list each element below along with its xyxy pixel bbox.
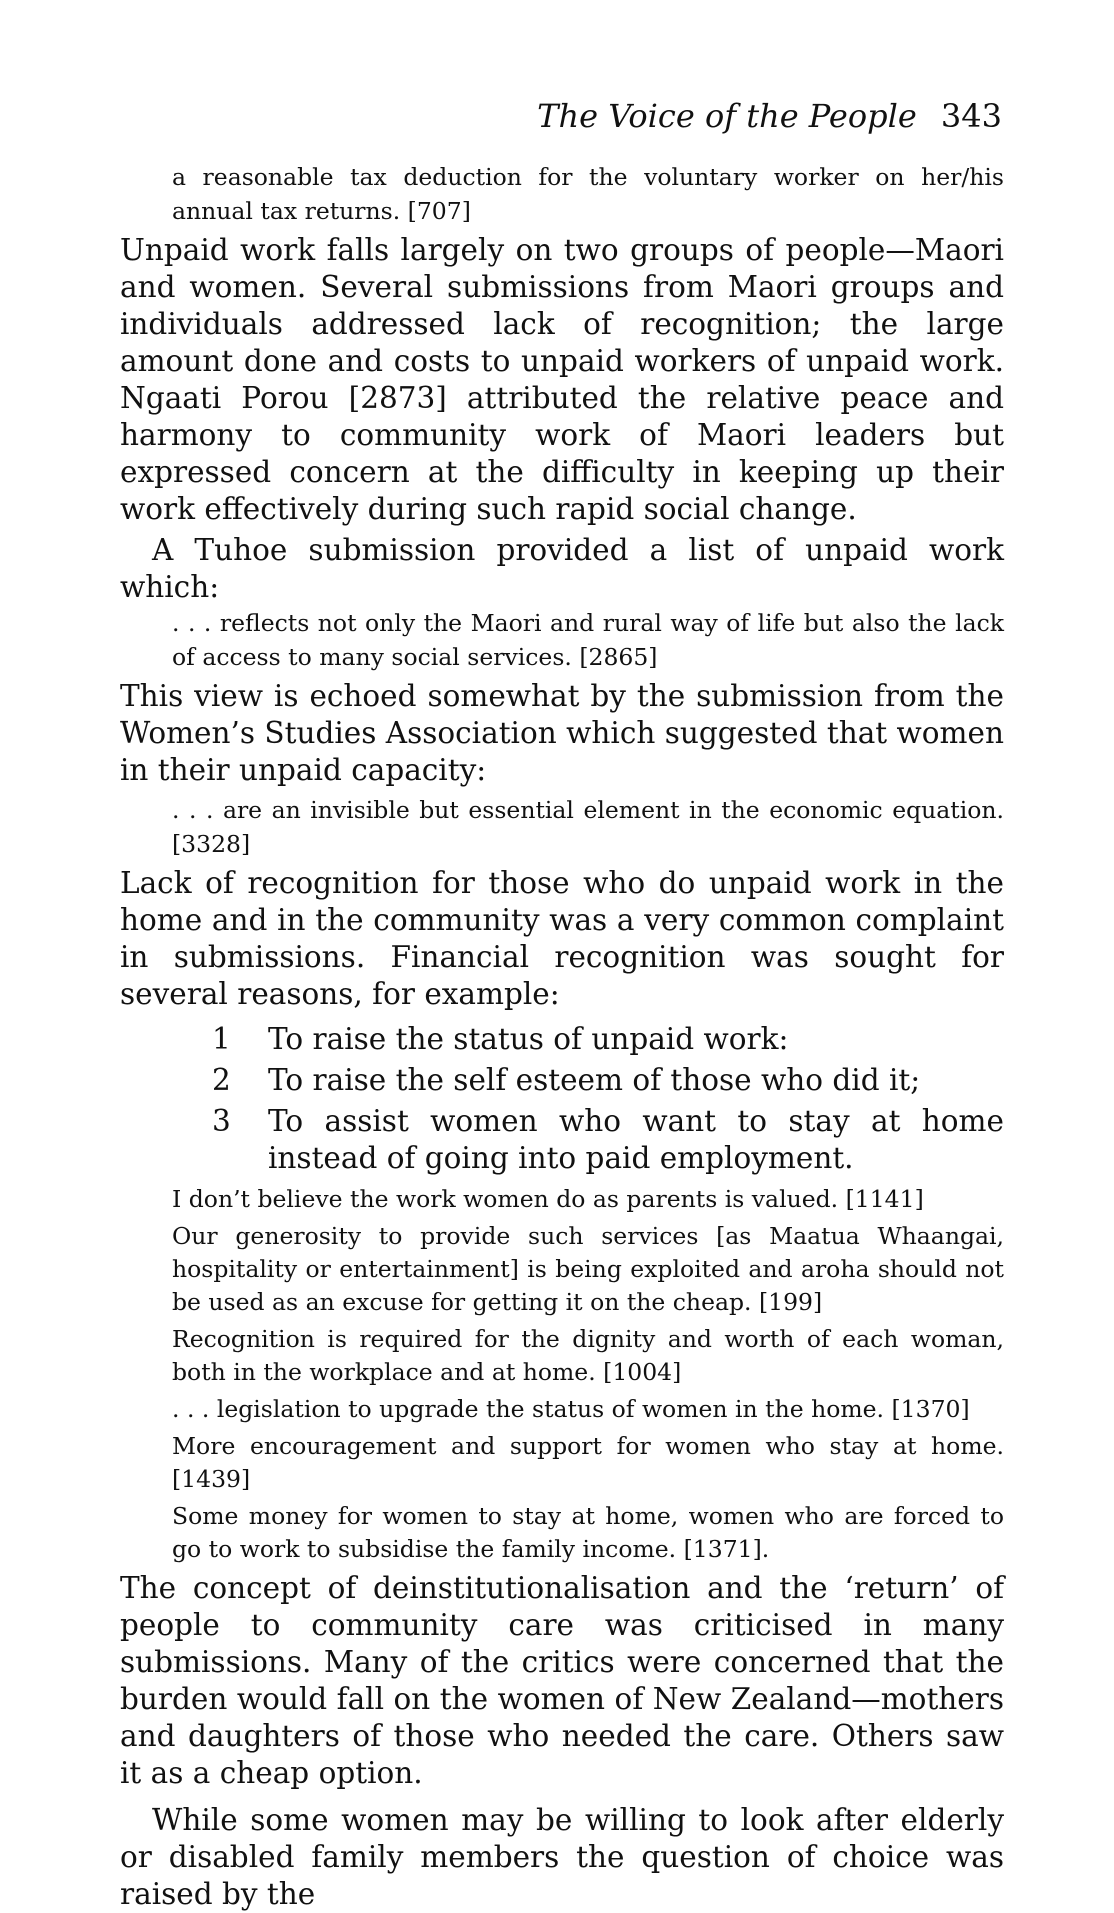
paragraph-tuhoe: A Tuhoe submission provided a list of unpaid work which: <box>120 533 1004 604</box>
list-item <box>212 1021 1004 1058</box>
quote-item: Our generosity to provide such services [as Maatua Whaangai, hospitality or entertainment] is being exploited and aroha should not be used as an excuse for getting it on the cheap. [199] <box>172 1222 1004 1316</box>
page-number: 343 <box>940 97 1002 135</box>
quote-item: Some money for women to stay at home, women who are forced to go to work to subsidise the family income. [1371]. <box>172 1502 1004 1563</box>
paragraph-lack-of-recognition: Lack of recognition for those who do unpaid work in the home and in the community was a very common complaint in submissions. Financial recognition was sought for several reasons, for example: <box>120 866 1004 1011</box>
paragraph-choice: While some women may be willing to look after elderly or disabled family members the question of choice was raised by the <box>120 1803 1004 1911</box>
submission-quotes <box>172 1183 1004 1566</box>
quote-item: . . . legislation to upgrade the status of women in the home. [1370] <box>172 1395 970 1423</box>
reasons-list <box>172 1021 1004 1177</box>
quote-item: Recognition is required for the dignity and worth of each woman, both in the workplace and at home. [1004] <box>172 1325 1004 1386</box>
page-body <box>120 160 1004 1913</box>
quote-item: I don’t believe the work women do as parents is valued. [1141] <box>172 1185 924 1213</box>
list-item-number: 2 <box>212 1063 231 1097</box>
quote-tuhoe: . . . reflects not only the Maori and rural way of life but also the lack of access to many social services. [2865] <box>172 609 1004 671</box>
running-header <box>537 96 1002 136</box>
quote-womens-studies: . . . are an invisible but essential element in the economic equation. [3328] <box>172 796 1004 858</box>
list-item <box>212 1062 1004 1099</box>
paragraph-womens-studies: This view is echoed somewhat by the submission from the Women’s Studies Association which suggested that women in their unpaid capacity: <box>120 679 1004 787</box>
list-item <box>212 1103 1004 1177</box>
quote-item: More encouragement and support for women who stay at home. [1439] <box>172 1432 1004 1493</box>
running-title: The Voice of the People <box>537 97 917 135</box>
list-item-text: To raise the self esteem of those who did it; <box>268 1063 921 1097</box>
paragraph-deinstitutionalisation: The concept of deinstitutionalisation and the ‘return’ of people to community care was criticised in many submissions. Many of the critics were concerned that the burden would fall on the women of New Zealand—mothers and daughters of those who needed the care. Others saw it as a cheap option. <box>120 1571 1004 1790</box>
paragraph-unpaid-work: Unpaid work falls largely on two groups of people—Maori and women. Several submissions from Maori groups and individuals addressed lack of recognition; the large amount done and costs to unpaid workers of unpaid work. Ngaati Porou [2873] attributed the relative peace and harmony to community work of Maori leaders but expressed concern at the difficulty in keeping up their work effectively during such rapid social change. <box>120 233 1004 526</box>
list-item-number: 1 <box>212 1022 231 1056</box>
list-item-text: To raise the status of unpaid work: <box>268 1022 789 1056</box>
list-item-text: To assist women who want to stay at home instead of going into paid employment. <box>268 1104 1004 1175</box>
quote-tax-deduction: a reasonable tax deduction for the voluntary worker on her/his annual tax returns. [707] <box>172 163 1004 225</box>
list-item-number: 3 <box>212 1104 231 1138</box>
